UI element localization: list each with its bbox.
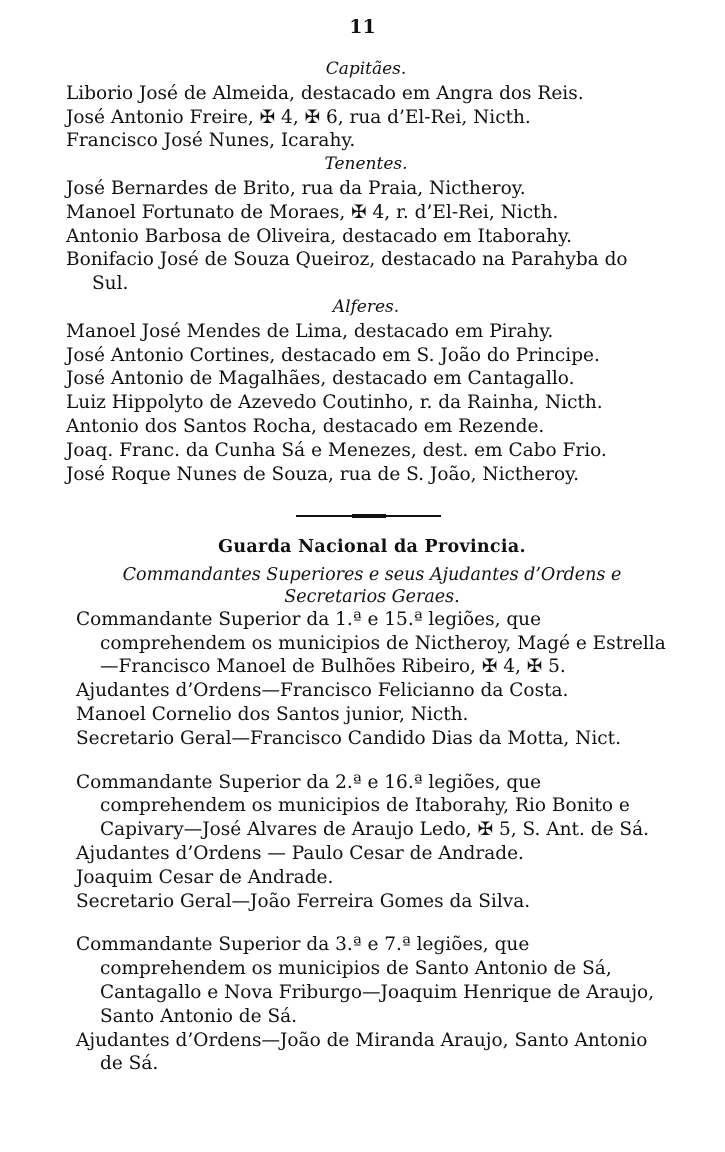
officer-entry: Bonifacio José de Souza Queiroz, destacado na Parahyba do Sul. — [66, 249, 628, 295]
guarda-line: Ajudantes d’Ordens—Francisco Felicianno da Costa. — [76, 680, 569, 702]
officer-entry: Luiz Hippolyto de Azevedo Coutinho, r. da Rainha, Nicth. — [66, 392, 603, 414]
heading-alferes: Alferes. — [332, 296, 400, 317]
guarda-title: Guarda Nacional da Provincia. — [218, 537, 526, 557]
heading-tenentes: Tenentes. — [324, 154, 408, 175]
officer-entry: Antonio Barbosa de Oliveira, destacado em Itaborahy. — [66, 225, 572, 247]
heading-capitaes: Capitães. — [325, 59, 407, 79]
commandante-paragraph: Commandante Superior da 2.ª e 16.ª legiões, que comprehendem os municipios de Itaborahy, Rio Bonito e Capivary—José Alvares de Araujo Ledo, ✠ 5, S. Ant. de Sá. — [76, 771, 649, 841]
officer-entry: Manoel José Mendes de Lima, destacado em Pirahy. — [66, 320, 554, 342]
officer-entry: José Antonio Freire, ✠ 4, ✠ 6, rua d’El-Rei, Nicth. — [66, 106, 531, 128]
guarda-subtitle-line1: Commandantes Superiores e seus Ajudantes d’Ordens e — [122, 564, 622, 585]
guarda-line: Secretario Geral—Francisco Candido Dias da Motta, Nict. — [76, 727, 621, 749]
officer-entry: Liborio José de Almeida, destacado em Angra dos Reis. — [66, 82, 584, 104]
guarda-subtitle-line2: Secretarios Geraes. — [284, 586, 460, 607]
guarda-line: Secretario Geral—João Ferreira Gomes da Silva. — [76, 890, 531, 912]
officers-section — [66, 58, 666, 486]
guarda-line: Manoel Cornelio dos Santos junior, Nicth. — [76, 703, 469, 725]
page-number: 11 — [349, 16, 376, 38]
officer-entry: José Bernardes de Brito, rua da Praia, Nictheroy. — [66, 177, 526, 199]
officer-entry: Manoel Fortunato de Moraes, ✠ 4, r. d’El-Rei, Nicth. — [66, 201, 559, 223]
commandante-paragraph: Commandante Superior da 3.ª e 7.ª legiões, que comprehendem os municipios de Santo Antonio de Sá, Cantagallo e Nova Friburgo—Joaquim Henrique de Araujo, Santo Antonio de Sá. — [76, 934, 655, 1027]
commandante-paragraph: Commandante Superior da 1.ª e 15.ª legiões, que comprehendem os municipios de Nictheroy, Magé e Estrella—Francisco Manoel de Bulhões Ribeiro, ✠ 4, ✠ 5. — [76, 608, 666, 678]
guarda-line: Ajudantes d’Ordens—João de Miranda Araujo, Santo Antonio de Sá. — [76, 1029, 648, 1075]
guarda-line: Joaquim Cesar de Andrade. — [76, 866, 334, 888]
guarda-section — [76, 536, 668, 1076]
guarda-line: Ajudantes d’Ordens — Paulo Cesar de Andrade. — [76, 842, 524, 864]
officer-entry: Antonio dos Santos Rocha, destacado em Rezende. — [66, 415, 545, 437]
officer-entry: Joaq. Franc. da Cunha Sá e Menezes, dest. em Cabo Frio. — [66, 439, 607, 461]
officer-entry: José Roque Nunes de Souza, rua de S. João, Nictheroy. — [66, 463, 580, 485]
officer-entry: Francisco José Nunes, Icarahy. — [66, 130, 356, 152]
officer-entry: José Antonio Cortines, destacado em S. João do Principe. — [66, 344, 600, 366]
section-divider — [296, 514, 441, 518]
officer-entry: José Antonio de Magalhães, destacado em Cantagallo. — [66, 368, 575, 390]
